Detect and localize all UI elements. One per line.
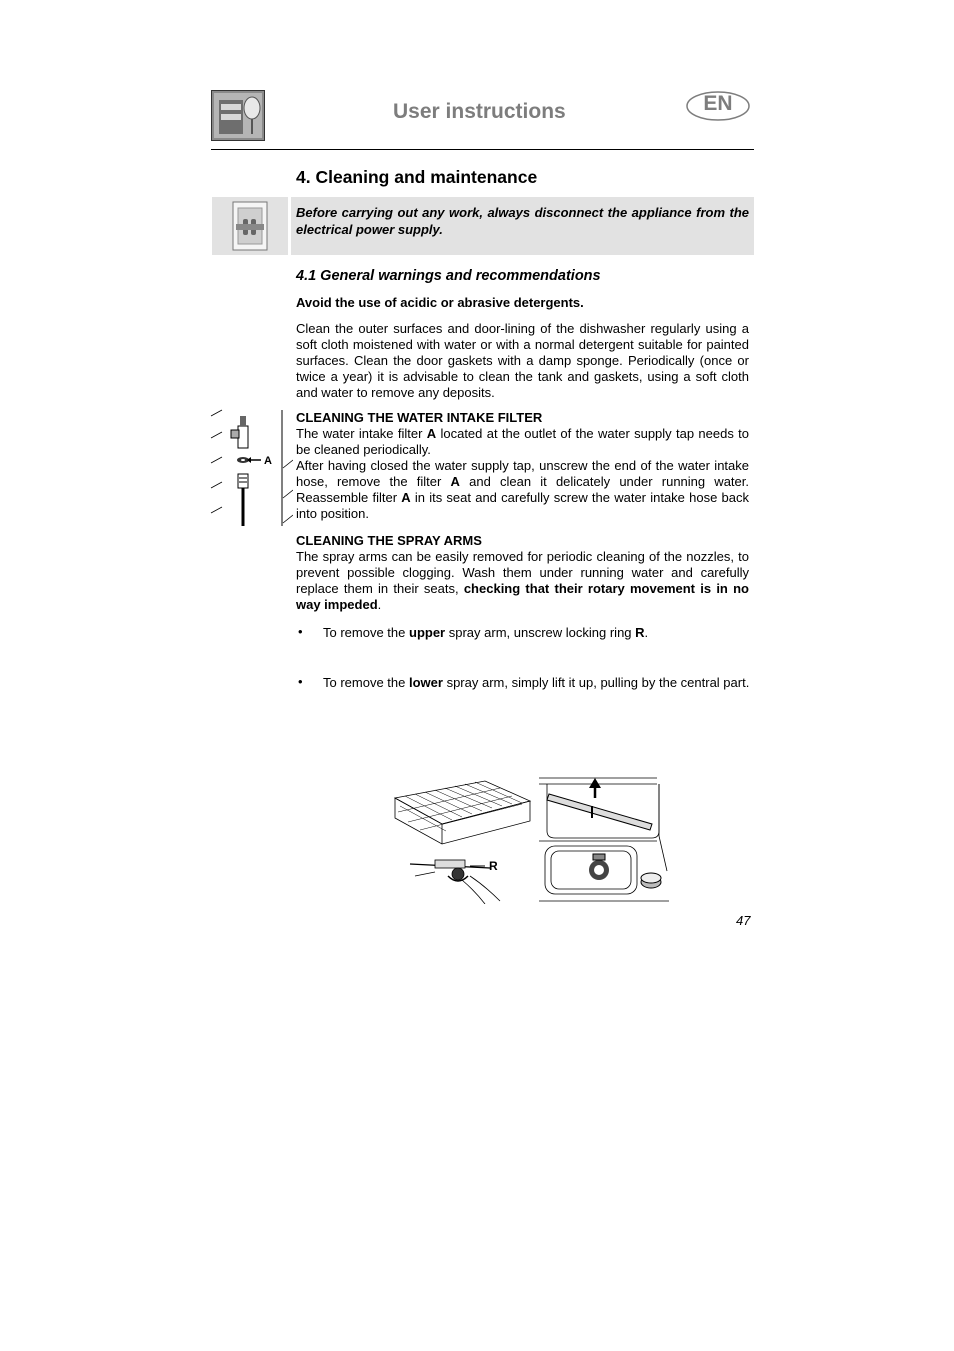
spray-arms-section xyxy=(296,533,749,613)
warning-text: Before carrying out any work, always disconnect the appliance from the electrical power supply. xyxy=(296,205,749,237)
bullet-lower-arm: To remove the lower spray arm, simply lift it up, pulling by the central part. xyxy=(323,675,750,690)
water-filter-text-1: The water intake filter A located at the outlet of the water supply tap needs to be cleaned periodically. xyxy=(296,426,749,457)
water-intake-filter-illustration xyxy=(207,408,293,528)
avoid-detergents-note: Avoid the use of acidic or abrasive detergents. xyxy=(296,295,584,310)
page-title: User instructions xyxy=(393,100,566,123)
spray-arms-heading: CLEANING THE SPRAY ARMS xyxy=(296,533,482,548)
filter-label: A xyxy=(264,455,272,467)
power-socket-icon xyxy=(212,197,288,255)
header-divider xyxy=(211,149,754,150)
spray-arms-text: The spray arms can be easily removed for periodic cleaning of the nozzles, to prevent possible clogging. Wash them under running water and carefully replace them in their seats, checking that their rotary movement is in no way impeded. xyxy=(296,549,749,612)
water-filter-section xyxy=(296,410,749,522)
section-heading: 4. Cleaning and maintenance xyxy=(296,167,538,187)
subsection-heading: 4.1 General warnings and recommendations xyxy=(296,268,601,284)
bullet-upper-arm: To remove the upper spray arm, unscrew locking ring R. xyxy=(323,625,649,640)
water-filter-heading: CLEANING THE WATER INTAKE FILTER xyxy=(296,410,543,425)
locking-ring-label: R xyxy=(489,859,498,873)
lower-spray-arm-illustration xyxy=(537,776,671,904)
upper-rack-spray-arm-illustration xyxy=(390,776,535,904)
cleaning-paragraph: Clean the outer surfaces and door-lining of the dishwasher regularly using a soft cloth moistened with water or with a normal detergent suitable for painted surfaces. Clean the door gaskets with a damp sponge. Periodically (once or twice a year) it is advisable to clean the tank and gaskets, using a soft cloth and water to remove any deposits. xyxy=(296,321,749,400)
page-number: 47 xyxy=(736,913,751,928)
dishwasher-logo-icon xyxy=(211,90,265,141)
bullet-marker: • xyxy=(298,674,303,689)
warning-icon-panel xyxy=(212,197,288,255)
language-badge: EN xyxy=(703,92,733,115)
bullet-marker: • xyxy=(298,624,303,639)
water-filter-text-2: After having closed the water supply tap, unscrew the end of the water intake hose, remove the filter A and clean it delicately under running water. Reassemble filter A in its seat and carefully screw the water intake hose back into position. xyxy=(296,458,749,521)
